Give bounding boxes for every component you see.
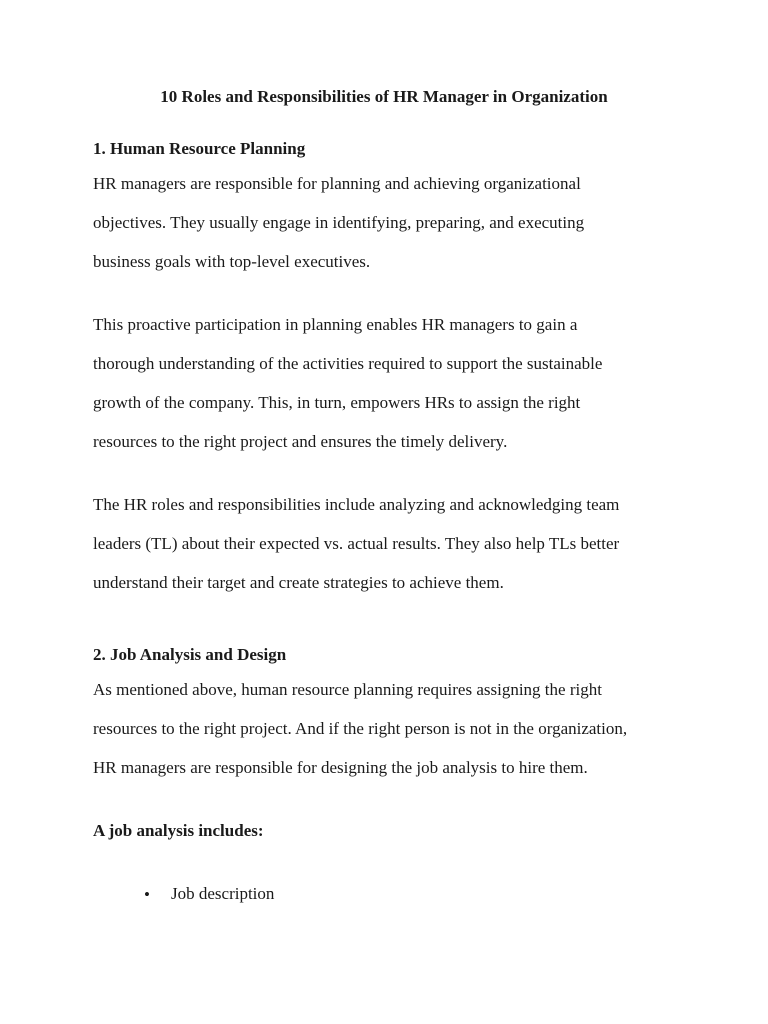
paragraph-line: resources to the right project. And if the right person is not in the organization, [93, 719, 628, 738]
document-title: 10 Roles and Responsibilities of HR Manager in Organization [160, 87, 608, 106]
paragraph-line: This proactive participation in planning enables HR managers to gain a [93, 315, 578, 334]
bullet-marker: • [144, 885, 150, 904]
paragraph-line: growth of the company. This, in turn, empowers HRs to assign the right [93, 393, 581, 412]
paragraph-line: thorough understanding of the activities required to support the sustainable [93, 354, 603, 373]
paragraph-line: objectives. They usually engage in identifying, preparing, and executing [93, 213, 585, 232]
paragraph-line: business goals with top-level executives. [93, 252, 371, 271]
paragraph-line: HR managers are responsible for planning and achieving organizational [93, 174, 581, 193]
list-item-text: Job description [171, 884, 275, 903]
section-heading-job-analysis-and-design: 2. Job Analysis and Design [93, 645, 287, 664]
paragraph-line: The HR roles and responsibilities include analyzing and acknowledging team [93, 495, 620, 514]
paragraph-line: resources to the right project and ensures the timely delivery. [93, 432, 508, 451]
paragraph-line: understand their target and create strategies to achieve them. [93, 573, 504, 592]
subheading-job-analysis-includes: A job analysis includes: [93, 821, 264, 840]
paragraph-line: HR managers are responsible for designing the job analysis to hire them. [93, 758, 588, 777]
section-heading-human-resource-planning: 1. Human Resource Planning [93, 139, 306, 158]
paragraph-line: leaders (TL) about their expected vs. actual results. They also help TLs better [93, 534, 620, 553]
paragraph-line: As mentioned above, human resource planning requires assigning the right [93, 680, 602, 699]
